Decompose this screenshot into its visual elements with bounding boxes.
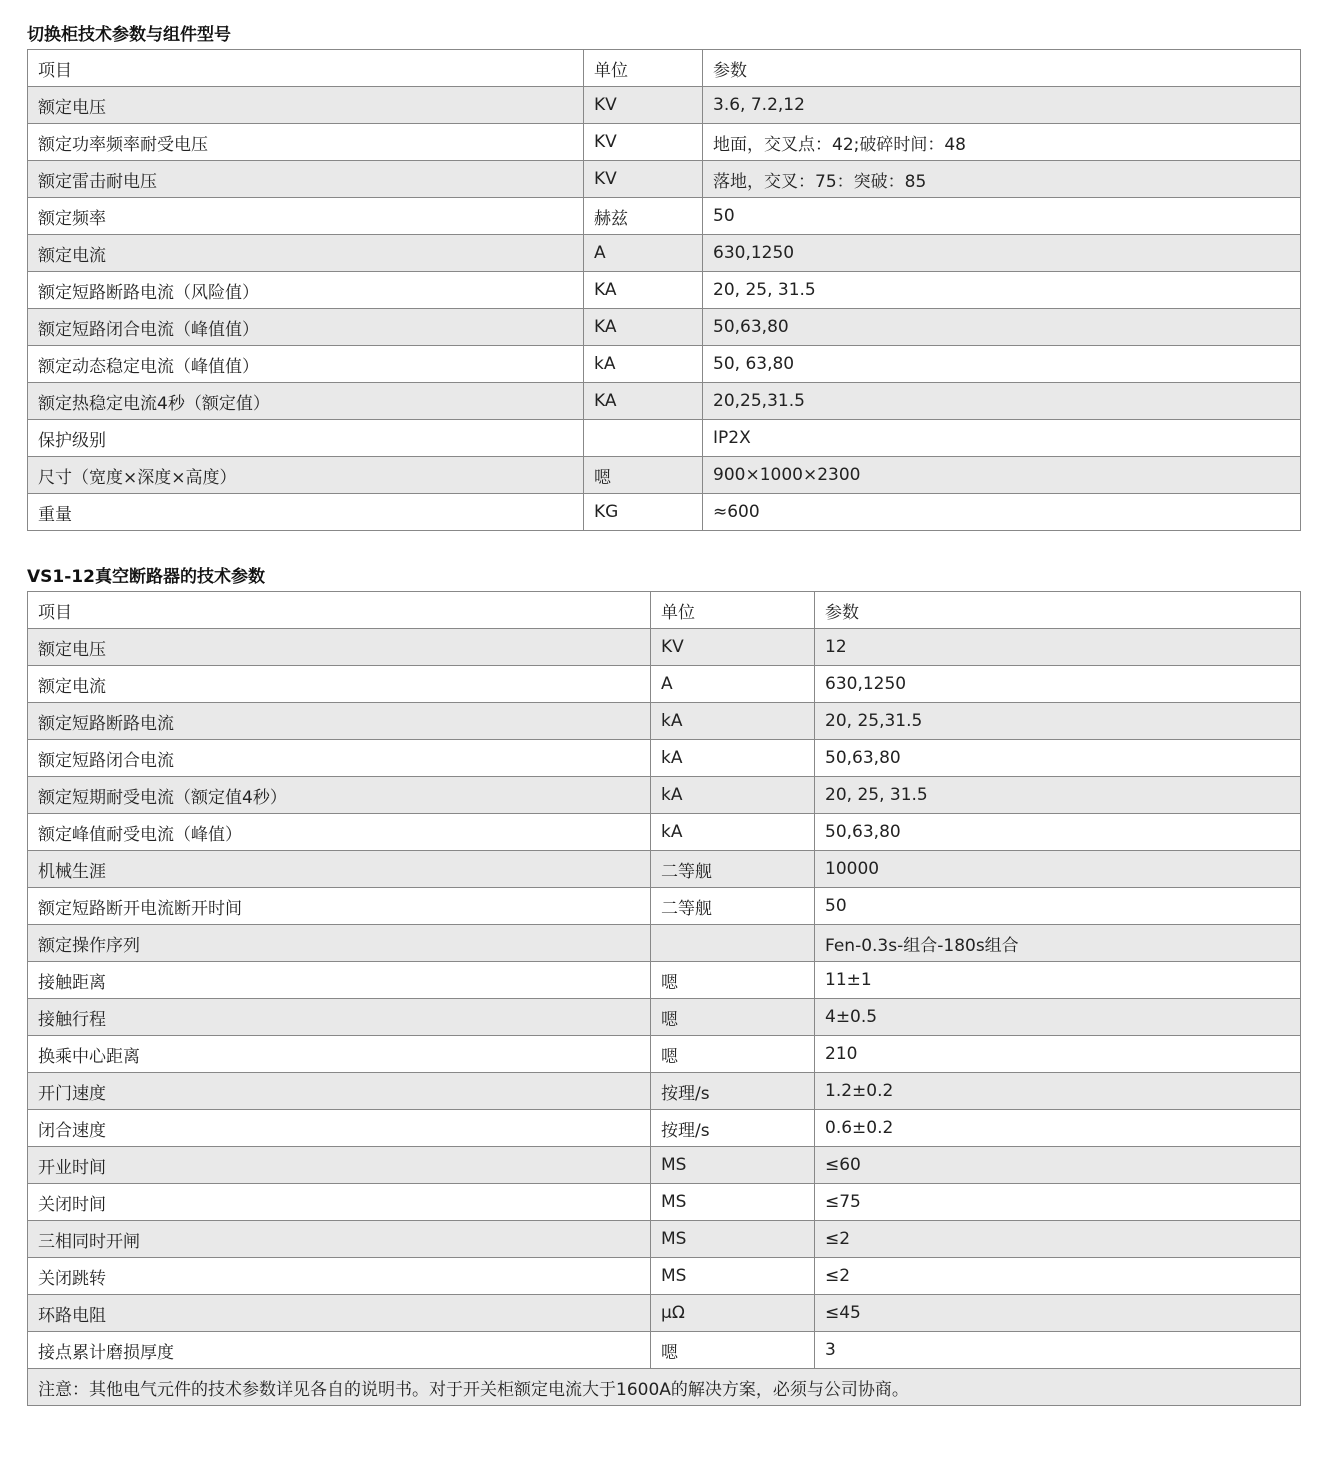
header-row: [28, 50, 1301, 87]
item-cell: 额定电流: [28, 666, 651, 703]
value-cell: 3.6, 7.2,12: [703, 87, 1301, 124]
value-cell: 地面，交叉点：42;破碎时间：48: [703, 124, 1301, 161]
item-cell: 尺寸（宽度×深度×高度）: [28, 457, 584, 494]
header-unit-cell: 单位: [651, 592, 815, 629]
table-row: [28, 851, 1301, 888]
item-cell: 机械生涯: [28, 851, 651, 888]
value-cell: 12: [815, 629, 1301, 666]
unit-cell: kA: [584, 346, 703, 383]
item-cell: 三相同时开闸: [28, 1221, 651, 1258]
unit-cell: KV: [584, 124, 703, 161]
unit-cell: KV: [651, 629, 815, 666]
item-cell: 额定短路断开电流断开时间: [28, 888, 651, 925]
table-row: [28, 1221, 1301, 1258]
table-row: [28, 629, 1301, 666]
item-cell: 额定频率: [28, 198, 584, 235]
table-row: [28, 198, 1301, 235]
table-row: [28, 420, 1301, 457]
unit-cell: MS: [651, 1184, 815, 1221]
table-row: [28, 272, 1301, 309]
table-row: [28, 777, 1301, 814]
value-cell: 0.6±0.2: [815, 1110, 1301, 1147]
item-cell: 额定短期耐受电流（额定值4秒）: [28, 777, 651, 814]
table-row: [28, 925, 1301, 962]
value-cell: 630,1250: [703, 235, 1301, 272]
value-cell: 630,1250: [815, 666, 1301, 703]
value-cell: 1.2±0.2: [815, 1073, 1301, 1110]
value-cell: ≤75: [815, 1184, 1301, 1221]
value-cell: Fen-0.3s-组合-180s组合: [815, 925, 1301, 962]
unit-cell: 二等舰: [651, 851, 815, 888]
unit-cell: MS: [651, 1221, 815, 1258]
unit-cell: kA: [651, 814, 815, 851]
value-cell: 50,63,80: [815, 814, 1301, 851]
value-cell: 50, 63,80: [703, 346, 1301, 383]
table-row: [28, 1258, 1301, 1295]
item-cell: 额定短路断路电流（风险值）: [28, 272, 584, 309]
item-cell: 额定短路闭合电流（峰值值）: [28, 309, 584, 346]
value-cell: 3: [815, 1332, 1301, 1369]
table-row: [28, 87, 1301, 124]
value-cell: ≤2: [815, 1221, 1301, 1258]
value-cell: 20,25,31.5: [703, 383, 1301, 420]
value-cell: 50,63,80: [815, 740, 1301, 777]
unit-cell: 按理/s: [651, 1073, 815, 1110]
unit-cell: KA: [584, 272, 703, 309]
item-cell: 重量: [28, 494, 584, 531]
table-row: [28, 1295, 1301, 1332]
unit-cell: KV: [584, 161, 703, 198]
value-cell: 落地，交叉：75：突破：85: [703, 161, 1301, 198]
value-cell: 20, 25,31.5: [815, 703, 1301, 740]
table-row: [28, 888, 1301, 925]
table-row: [28, 1110, 1301, 1147]
value-cell: 10000: [815, 851, 1301, 888]
item-cell: 接触行程: [28, 999, 651, 1036]
table2-title: VS1-12真空断路器的技术参数: [27, 567, 265, 587]
unit-cell: 嗯: [651, 1332, 815, 1369]
unit-cell: kA: [651, 703, 815, 740]
note-text: 注意：其他电气元件的技术参数详见各自的说明书。对于开关柜额定电流大于1600A的解决方案，必须与公司协商。: [28, 1369, 1301, 1406]
value-cell: ≤2: [815, 1258, 1301, 1295]
unit-cell: 嗯: [651, 1036, 815, 1073]
table-row: [28, 1184, 1301, 1221]
switchgear-spec-table: [27, 49, 1301, 531]
unit-cell: 嗯: [651, 999, 815, 1036]
value-cell: 20, 25, 31.5: [815, 777, 1301, 814]
item-cell: 额定电压: [28, 87, 584, 124]
table-row: [28, 999, 1301, 1036]
table-row: [28, 740, 1301, 777]
unit-cell: [651, 925, 815, 962]
unit-cell: [584, 420, 703, 457]
item-cell: 额定动态稳定电流（峰值值）: [28, 346, 584, 383]
unit-cell: 按理/s: [651, 1110, 815, 1147]
unit-cell: KV: [584, 87, 703, 124]
unit-cell: KA: [584, 309, 703, 346]
item-cell: 额定短路断路电流: [28, 703, 651, 740]
item-cell: 环路电阻: [28, 1295, 651, 1332]
unit-cell: A: [651, 666, 815, 703]
value-cell: 50: [815, 888, 1301, 925]
item-cell: 接点累计磨损厚度: [28, 1332, 651, 1369]
unit-cell: KG: [584, 494, 703, 531]
item-cell: 闭合速度: [28, 1110, 651, 1147]
item-cell: 额定功率频率耐受电压: [28, 124, 584, 161]
item-cell: 关闭时间: [28, 1184, 651, 1221]
table-row: [28, 346, 1301, 383]
value-cell: 20, 25, 31.5: [703, 272, 1301, 309]
table-row: [28, 703, 1301, 740]
unit-cell: 嗯: [584, 457, 703, 494]
header-item-cell: 项目: [28, 50, 584, 87]
table-row: [28, 814, 1301, 851]
table-row: [28, 383, 1301, 420]
item-cell: 开业时间: [28, 1147, 651, 1184]
item-cell: 额定电压: [28, 629, 651, 666]
value-cell: 900×1000×2300: [703, 457, 1301, 494]
table-row: [28, 309, 1301, 346]
unit-cell: MS: [651, 1258, 815, 1295]
value-cell: ≤60: [815, 1147, 1301, 1184]
unit-cell: 二等舰: [651, 888, 815, 925]
value-cell: 4±0.5: [815, 999, 1301, 1036]
value-cell: ≤45: [815, 1295, 1301, 1332]
unit-cell: μΩ: [651, 1295, 815, 1332]
breaker-spec-table: [27, 591, 1301, 1406]
unit-cell: A: [584, 235, 703, 272]
value-cell: 50,63,80: [703, 309, 1301, 346]
item-cell: 额定热稳定电流4秒（额定值）: [28, 383, 584, 420]
item-cell: 换乘中心距离: [28, 1036, 651, 1073]
header-row: [28, 592, 1301, 629]
table-row: [28, 161, 1301, 198]
note-row: [28, 1369, 1301, 1406]
table-row: [28, 457, 1301, 494]
table-row: [28, 235, 1301, 272]
item-cell: 额定峰值耐受电流（峰值）: [28, 814, 651, 851]
item-cell: 关闭跳转: [28, 1258, 651, 1295]
unit-cell: 嗯: [651, 962, 815, 999]
header-value-cell: 参数: [703, 50, 1301, 87]
table-row: [28, 1147, 1301, 1184]
table-row: [28, 666, 1301, 703]
unit-cell: 赫兹: [584, 198, 703, 235]
unit-cell: MS: [651, 1147, 815, 1184]
table1-title: 切换柜技术参数与组件型号: [27, 25, 231, 45]
unit-cell: kA: [651, 740, 815, 777]
unit-cell: kA: [651, 777, 815, 814]
table-row: [28, 494, 1301, 531]
unit-cell: KA: [584, 383, 703, 420]
header-item-cell: 项目: [28, 592, 651, 629]
value-cell: ≈600: [703, 494, 1301, 531]
header-unit-cell: 单位: [584, 50, 703, 87]
header-value-cell: 参数: [815, 592, 1301, 629]
item-cell: 额定电流: [28, 235, 584, 272]
item-cell: 开门速度: [28, 1073, 651, 1110]
table-row: [28, 962, 1301, 999]
value-cell: 50: [703, 198, 1301, 235]
table-row: [28, 1036, 1301, 1073]
table-row: [28, 1332, 1301, 1369]
value-cell: 11±1: [815, 962, 1301, 999]
value-cell: IP2X: [703, 420, 1301, 457]
value-cell: 210: [815, 1036, 1301, 1073]
item-cell: 接触距离: [28, 962, 651, 999]
item-cell: 额定短路闭合电流: [28, 740, 651, 777]
table-row: [28, 124, 1301, 161]
item-cell: 保护级别: [28, 420, 584, 457]
table-row: [28, 1073, 1301, 1110]
item-cell: 额定雷击耐电压: [28, 161, 584, 198]
item-cell: 额定操作序列: [28, 925, 651, 962]
